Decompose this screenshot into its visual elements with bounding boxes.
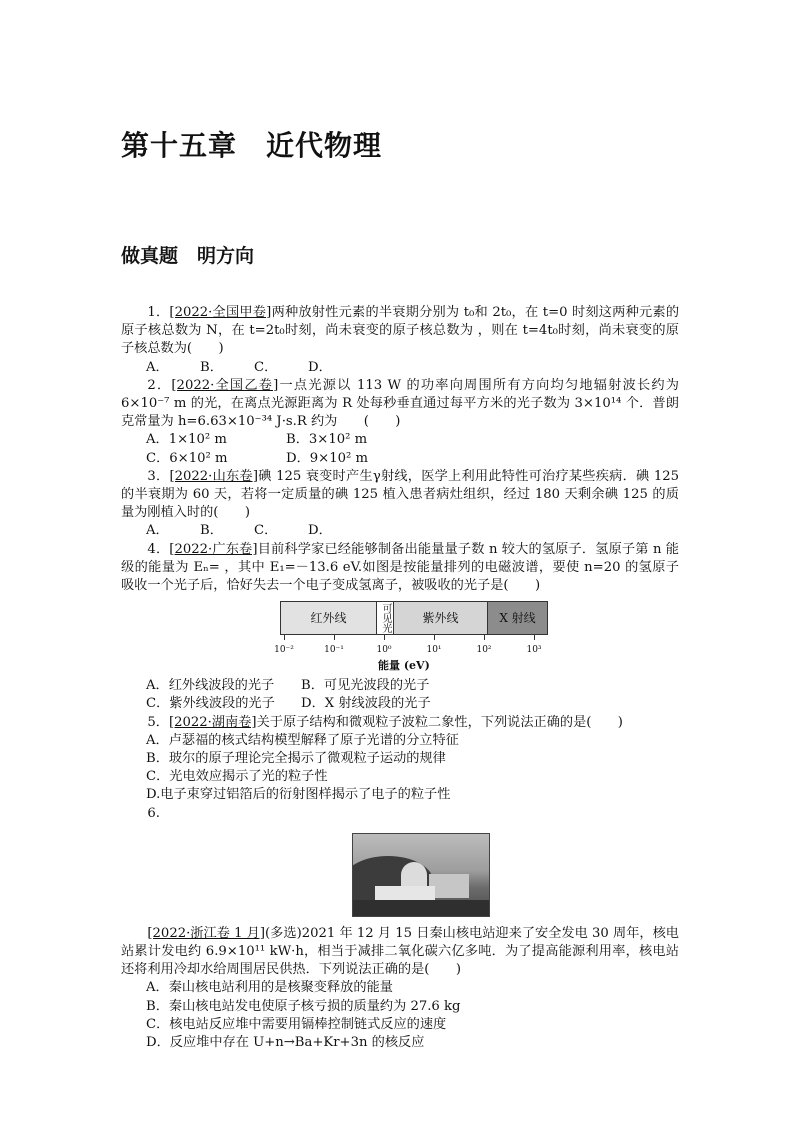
question-source: [2022·全国甲卷]	[169, 305, 272, 320]
option-d[interactable]: D．	[308, 359, 332, 375]
question-number: 3．	[147, 468, 170, 484]
question-6-number: 6.	[147, 805, 160, 821]
option-d[interactable]: D．9×10² m	[286, 450, 368, 466]
axis-tick	[384, 635, 385, 640]
axis-tick	[484, 635, 485, 640]
section-title: 做真题 明方向	[121, 245, 255, 267]
option-b[interactable]: B．秦山核电站发电使原子核亏损的质量约为 27.6 kg	[146, 998, 461, 1014]
axis-tick	[434, 635, 435, 640]
question-2-options-row1	[146, 431, 679, 449]
question-3	[121, 468, 679, 523]
question-1	[121, 304, 679, 359]
question-text: 关于原子结构和微观粒子波粒二象性，下列说法正确的是( )	[256, 714, 623, 730]
option-a[interactable]: A．	[146, 523, 169, 539]
option-c[interactable]: C．核电站反应堆中需要用镉棒控制链式反应的速度	[146, 1016, 447, 1032]
option-a[interactable]: A．	[146, 359, 169, 375]
question-2	[121, 377, 679, 432]
question-source: [2022·浙江卷 1 月]	[147, 925, 266, 941]
question-text: 碘 125 衰变时产生γ射线，医学上利用此特性可治疗某些疾病．碘 125 的半衰期为 60 天，若将一定质量的碘 125 植入患者病灶组织，经过 180 天剩余碘 125 的质量为刚植入时的( )	[121, 468, 680, 521]
question-text: 一点光源以 113 W 的功率向周围所有方向均匀地辐射波长约为 6×10⁻⁷ m 的光，在离点光源距离为 R 处每秒垂直通过每平方米的光子数为 3×10¹⁴ 个．普朗克常量为 h=6.63×10⁻³⁴ J·s.R 约为 ( )	[121, 377, 679, 430]
question-number: 5．	[147, 714, 169, 730]
question-text: 目前科学家已经能够制备出能量量子数 n 较大的氢原子．氢原子第 n 能级的能量为 Eₙ= ，其中 E₁=－13.6 eV.如图是按能量排列的电磁波谱，要使 n=20 的氢原子吸收一个光子后，恰好失去一个电子变成氢离子，被吸收的光子是( )	[121, 541, 679, 594]
question-number: 2．	[147, 377, 172, 393]
question-number: 1．	[147, 305, 170, 320]
band-visible	[377, 602, 394, 634]
option-d[interactable]: D．反应堆中存在 U+n→Ba+Kr+3n 的核反应	[146, 1035, 425, 1051]
axis-tick-label: 10¹	[426, 645, 442, 656]
axis-tick-label: 10⁻²	[274, 645, 294, 656]
question-source: [2022·湖南卷]	[168, 714, 257, 730]
question-source: [2022·全国乙卷]	[171, 377, 279, 393]
option-c[interactable]: C．紫外线波段的光子	[146, 696, 275, 712]
axis-tick	[334, 635, 335, 640]
band-xray: X 射线	[488, 602, 547, 634]
option-a[interactable]: A．红外线波段的光子	[146, 678, 275, 694]
question-4	[121, 541, 679, 596]
photo-ground	[353, 900, 489, 916]
question-text: (多选)2021 年 12 月 15 日秦山核电站迎来了安全发电 30 周年，核电站累计发电约 6.9×10¹¹ kW·h，相当于减排二氧化碳六亿多吨．为了提高能源利用率，核电站还将利用冷却水给周围居民供热．下列说法正确的是( )	[121, 925, 679, 978]
axis-tick-label: 10³	[526, 645, 542, 656]
option-b[interactable]: B．可见光波段的光子	[301, 678, 430, 694]
option-d[interactable]: D．	[308, 523, 332, 539]
option-a[interactable]: A．1×10² m	[146, 432, 227, 448]
axis-tick	[534, 635, 535, 640]
question-source: [2022·山东卷]	[169, 468, 259, 484]
option-c[interactable]: C．	[254, 359, 278, 375]
band-infrared: 红外线	[281, 602, 377, 634]
option-c[interactable]: C．6×10² m	[146, 450, 228, 466]
spectrum-axis	[280, 634, 546, 641]
option-c[interactable]: C．光电效应揭示了光的粒子性	[146, 769, 328, 785]
question-5	[121, 714, 679, 732]
axis-tick-label: 10²	[476, 645, 492, 656]
option-b[interactable]: B．	[200, 359, 223, 375]
option-d[interactable]: D.电子束穿过铝箔后的衍射图样揭示了电子的粒子性	[146, 787, 451, 803]
band-visible-label: 可见光	[380, 603, 391, 634]
question-number: 4．	[147, 541, 170, 557]
question-2-options-row2	[146, 450, 679, 468]
option-a[interactable]: A．卢瑟福的核式结构模型解释了原子光谱的分立特征	[146, 732, 459, 748]
photo-building	[429, 874, 469, 898]
question-3-options	[146, 522, 679, 540]
axis-tick	[284, 635, 285, 640]
spectrum-figure	[274, 601, 548, 673]
option-b[interactable]: B．玻尔的原子理论完全揭示了微观粒子运动的规律	[146, 751, 446, 767]
band-ultraviolet: 紫外线	[394, 602, 488, 634]
question-4-options-row1	[146, 677, 679, 695]
option-d[interactable]: D．X 射线波段的光子	[301, 696, 431, 712]
option-a[interactable]: A．秦山核电站利用的是核聚变释放的能量	[146, 980, 393, 996]
option-b[interactable]: B．	[200, 523, 223, 539]
question-list	[121, 304, 679, 1052]
axis-tick-label: 10⁻¹	[324, 645, 344, 656]
chapter-title: 第十五章 近代物理	[121, 129, 383, 162]
option-c[interactable]: C．	[254, 523, 278, 539]
option-b[interactable]: B．3×10² m	[286, 432, 368, 448]
question-text: 两种放射性元素的半衰期分别为 t₀和 2t₀，在 t=0 时刻这两种元素的原子核总数为 N，在 t=2t₀时刻，尚未衰变的原子核总数为 ，则在 t=4t₀时刻，尚未衰变的原子核总数为( )	[121, 305, 680, 357]
question-4-options-row2	[146, 695, 679, 713]
spectrum-bar	[280, 601, 548, 635]
question-1-options	[146, 359, 679, 377]
axis-label: 能量 (eV)	[378, 659, 430, 673]
question-6	[121, 925, 679, 980]
nuclear-plant-photo	[352, 833, 490, 917]
axis-tick-label: 10⁰	[376, 645, 392, 656]
question-source: [2022·广东卷]	[169, 541, 258, 557]
